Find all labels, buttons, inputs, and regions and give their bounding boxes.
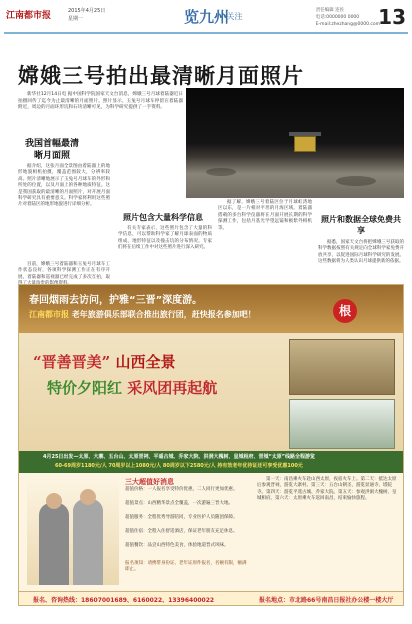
- ad-note: 报名须知：请携带身份证、老年证原件报名，名额有限，额满即止。: [125, 561, 247, 573]
- person-figure: [73, 499, 103, 585]
- newspaper-logo: 江南都市报: [6, 11, 52, 21]
- ad-title2-start: 特价夕阳红: [47, 379, 123, 397]
- phone-line: 电话:0000000 0000: [315, 15, 360, 20]
- ad-benefit-item: 超值餐饮：品尝山西特色美食，体验地道晋式风味。: [125, 543, 229, 548]
- ad-title2-rest: 采风团再起航: [127, 379, 218, 397]
- ad-title-area: [19, 333, 403, 451]
- person-figure: [39, 503, 69, 585]
- ad-benefit-item: 超值服务：全程优秀导游陪同，专业医护人员随团保障。: [125, 515, 238, 520]
- section-subtitle: ·关注: [224, 12, 243, 21]
- ad-sponsor-line: [29, 309, 256, 320]
- person-head: [80, 489, 96, 505]
- editor-line: 责任编辑 连佐: [315, 8, 345, 13]
- lead-paragraph: 新华社12月14日电 据中国科学院国家天文台消息，嫦娥三号月球着陆器近日拍摄回传了迄今为止最清晰的月面照片。照片显示，玉兔号月球车停留在着陆器附近，周边的月面环形坑和石块清晰可见，为科学研究提供了一手资料。: [18, 92, 183, 111]
- body-column-3: 据了解，嫦娥三号着陆区位于月球虹湾地区以东，是一片相对平坦的月海区域。着陆器搭载的多台科学仪器将在月面开展长期的科学探测工作，包括月基光学望远镜和极紫外相机等。: [218, 200, 312, 231]
- crater: [206, 168, 236, 176]
- moon-surface-photo: [186, 88, 404, 198]
- ad-sponsor-name: 江南都市报: [29, 310, 69, 319]
- ad-title-quote: “晋善晋美”: [33, 353, 111, 371]
- editor-info: [316, 7, 380, 28]
- root-seal-icon: 根: [333, 299, 357, 323]
- email-line: E-mail:zhezhang@0000.com: [315, 22, 380, 27]
- person-head: [46, 493, 62, 509]
- hotline: 报名、咨询热线：18607001689、6160022、13396400022: [33, 597, 215, 604]
- ad-sponsor-text: 老年旅游俱乐部联合推出旅行团，赶快报名参加吧！: [71, 310, 256, 319]
- ad-section-title: 三大超值好消息: [125, 478, 174, 486]
- ad-title-rest: 山西全景: [115, 353, 176, 371]
- signup-location: 报名地点：市北路66号南昌日报社办公楼一楼大厅: [259, 597, 394, 604]
- weekday-line: 星期一: [68, 16, 84, 22]
- main-headline: 嫦娥三号拍出最清晰月面照片: [18, 64, 304, 88]
- temple-photo: [289, 339, 395, 395]
- ad-slogan: 春回烟雨去访问，护雅“三晋”深度游。: [29, 295, 203, 306]
- ad-benefit-item: 超值价格：一人报名享受特价优惠，二人同行更加优惠。: [125, 487, 238, 492]
- crater: [336, 176, 376, 186]
- ad-benefit-item: 超值景点：山西精华景点全覆盖，一次游遍三晋大地。: [125, 501, 233, 506]
- body-column-4: 据悉，国家天文台将把嫦娥三号获取的科学数据按照有关规定向全球科学家免费开放共享，以促进国际月球科学研究的发展。这些数据将为人类认识月球提供新的依据。: [318, 240, 404, 265]
- ad-footer: [19, 591, 403, 605]
- body-column-1: 据介绍，这张月面全景图由着陆器上的地形地貌相机拍摄，覆盖范围较大，分辨率较高。照片清晰地展示了玉兔号月球车的外形和所处的位置，以及月面上的各种地质特征。这是我国获取的最清晰的月面照片，对开展月面科学研究具有重要意义。科学家将利用这些照片对着陆区的地形地貌进行详细分析。: [18, 164, 110, 208]
- lunar-rover: [294, 136, 316, 152]
- ad-title-line-2: [47, 377, 217, 398]
- subhead-1: 我国首幅最清晰月面照: [24, 139, 79, 161]
- subhead-2: 照片包含大量科学信息: [123, 213, 203, 222]
- body-column-1b: 目前，嫦娥三号着陆器和玉兔号月球车工作状态良好，各项科学探测工作正在有序开展。着陆器和巡视器已经完成了多次互拍，取: [18, 262, 110, 280]
- ad-benefit-item: 超值住宿：全程入住舒适酒店，保证老年朋友充足休息。: [125, 529, 238, 534]
- ad-itinerary-detail: 第一天：南昌乘火车赴山西太原，夜宿火车上。第二天：抵达太原后参观晋祠，游览大寨村。第三天：五台山朝圣，游览显通寺、塔院寺。第四天：游览平遥古城、乔家大院。第五天：参观洪洞大槐树、皇城相府。第六天：太原乘火车返回南昌，结束愉快旅程。: [257, 477, 397, 502]
- itinerary-line: 4月25日出发—太原、大寨、五台山、太原晋祠、平遥古城、乔家大院、洪洞大槐树、皇城相府、晋城“太原”线路全程游览: [43, 454, 316, 460]
- ad-title-line-1: [33, 351, 176, 372]
- travel-advertisement: [18, 284, 404, 606]
- page-number: 13: [378, 5, 406, 29]
- ad-top-banner: [19, 285, 403, 333]
- issue-date: [68, 7, 105, 23]
- ad-itinerary-band: [19, 451, 403, 473]
- elderly-couple-photo: [27, 477, 119, 585]
- date-line: 2015年4月25日: [68, 8, 106, 14]
- body-column-2: 有关专家表示，这些照片包含了大量的科学信息，可以帮助科学家了解月球表面的物质组成、地形特征以及撞击坑的分布情况。专家们将在后续工作中对这些照片进行深入研究。: [118, 226, 212, 251]
- price-line: 60-69周岁1180元/人 70周岁以上1080元/人 80周岁以下2580元/人 持有效老年优待证还可享受优惠100元: [55, 463, 303, 469]
- pagoda-photo: [289, 399, 395, 449]
- masthead: [4, 4, 408, 34]
- section-title: 览九州: [184, 8, 230, 26]
- subhead-3: 照片和数据全球免费共享: [321, 215, 401, 235]
